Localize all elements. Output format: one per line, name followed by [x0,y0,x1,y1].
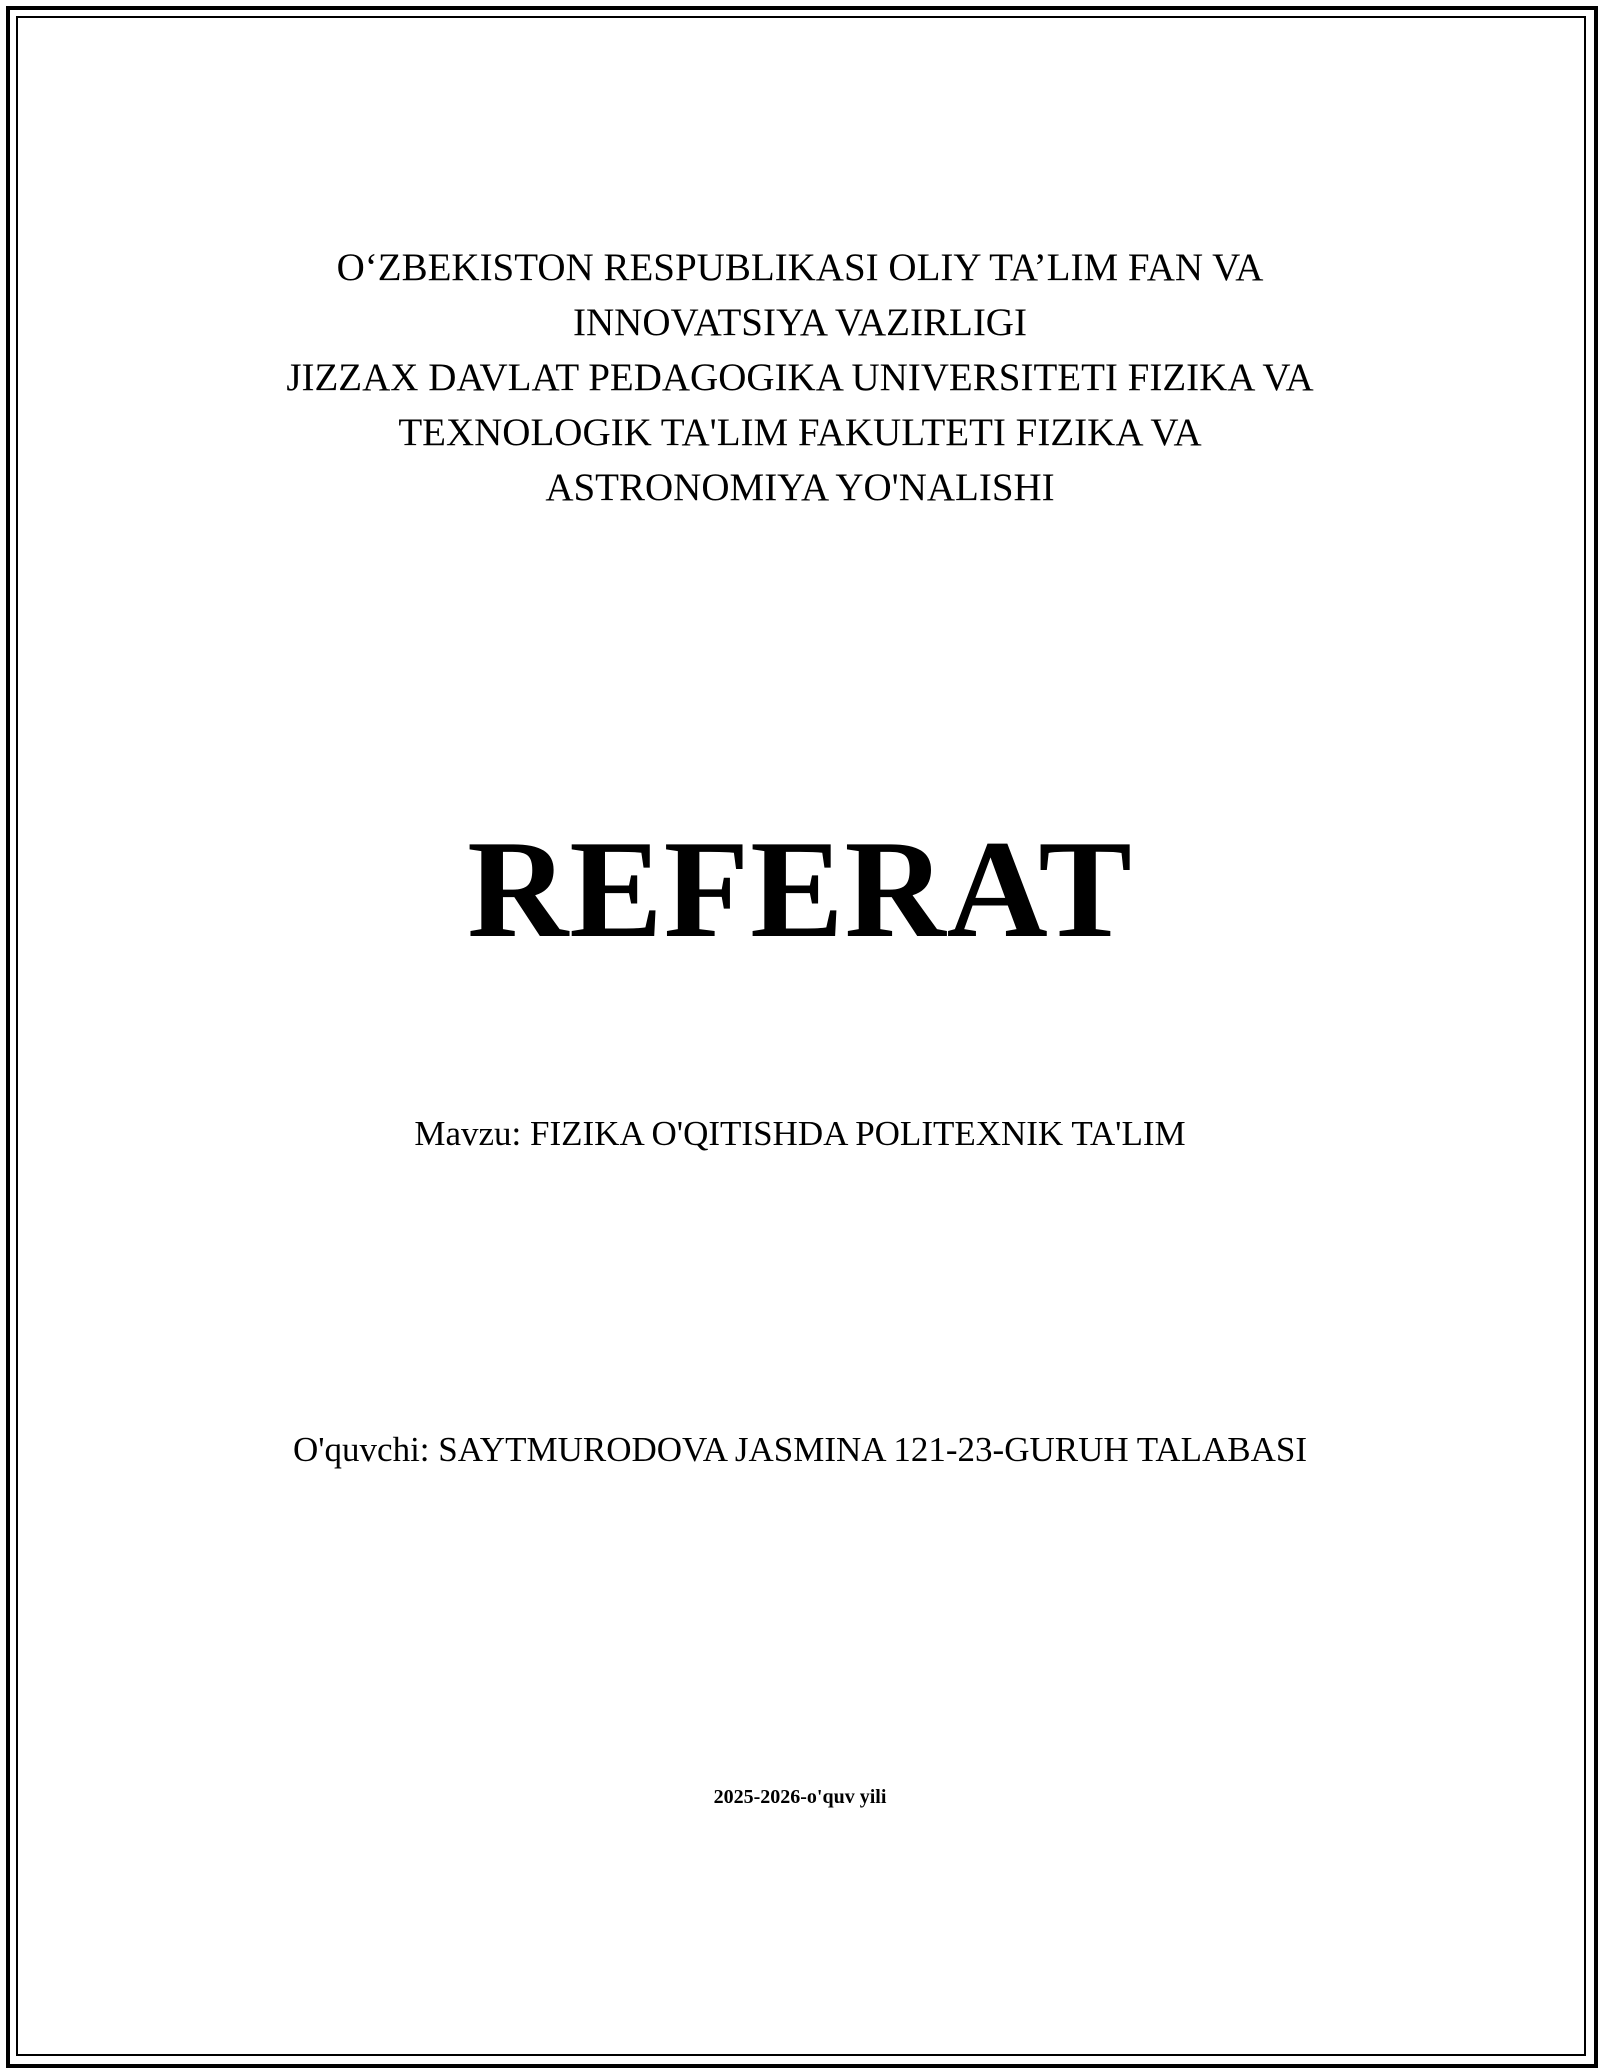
header-line-university: JIZZAX DAVLAT PEDAGOGIKA UNIVERSITETI FIZIKA VA [286,356,1314,399]
institution-header [0,240,1600,515]
academic-year: 2025-2026-o'quv yili [713,1786,887,1808]
header-line-ministry-1: O‘ZBEKISTON RESPUBLIKASI OLIY TA’LIM FAN VA [336,246,1264,289]
header-line-ministry-2: INNOVATSIYA VAZIRLIGI [573,301,1027,344]
header-line-faculty: TEXNOLOGIK TA'LIM FAKULTETI FIZIKA VA [398,411,1202,454]
header-line-department: ASTRONOMIYA YO'NALISHI [545,466,1055,509]
topic-line: Mavzu: FIZIKA O'QITISHDA POLITEXNIK TA'LIM [414,1114,1186,1153]
student-line: O'quvchi: SAYTMURODOVA JASMINA 121-23-GURUH TALABASI [292,1430,1308,1469]
document-title: REFERAT [467,812,1133,967]
